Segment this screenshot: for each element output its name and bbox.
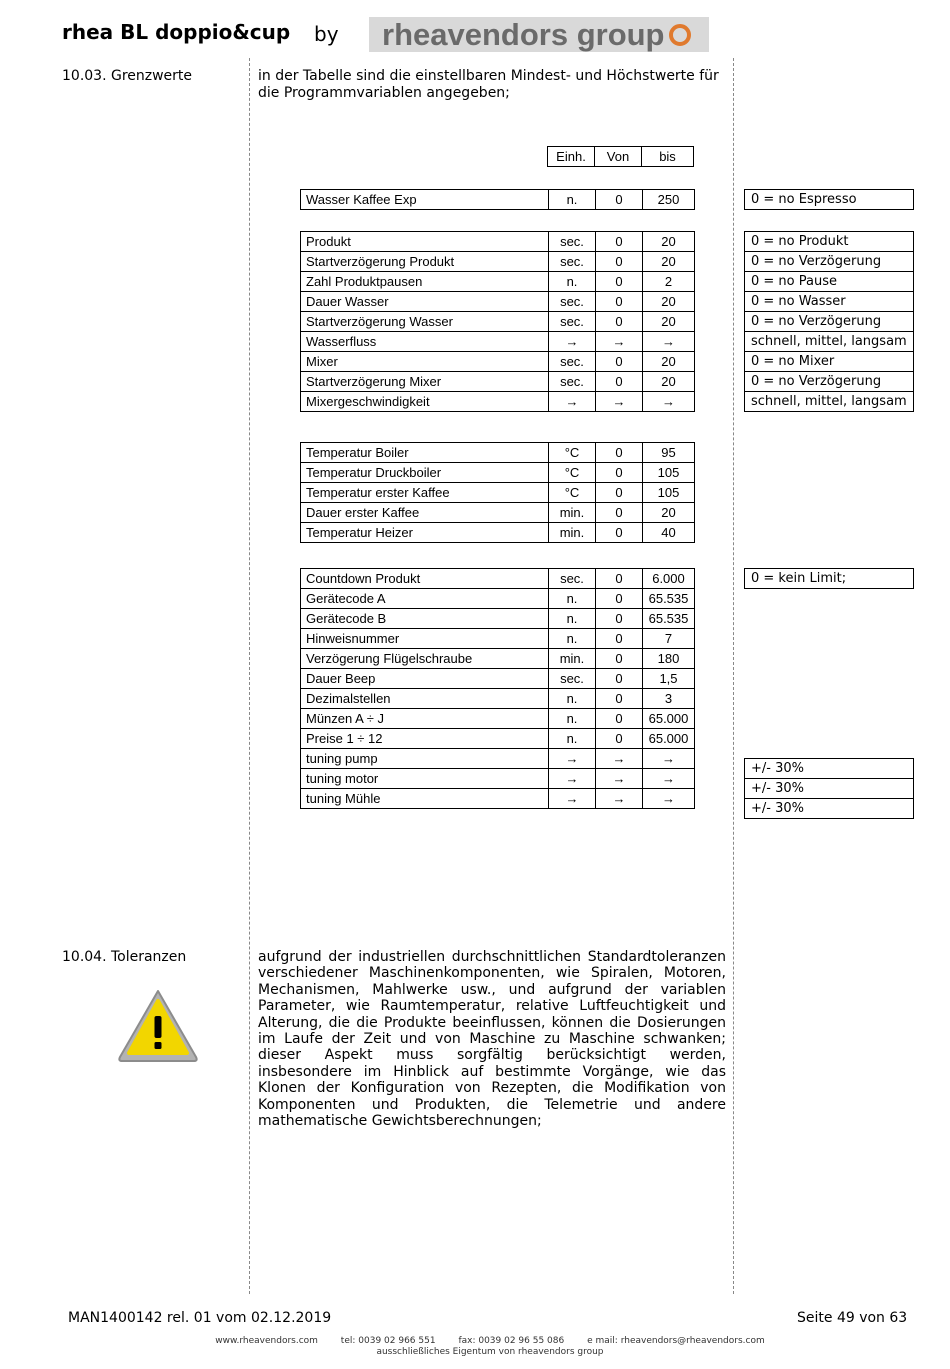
table-row <box>301 352 695 372</box>
param-note: +/- 30% <box>745 779 914 799</box>
column-header-to: bis <box>642 147 694 167</box>
param-to: 20 <box>643 372 695 392</box>
param-unit: min. <box>549 503 596 523</box>
column-header-unit: Einh. <box>548 147 595 167</box>
param-note: 0 = no Mixer <box>745 352 914 372</box>
param-name: Temperatur Boiler <box>301 443 549 463</box>
param-name: tuning pump <box>301 749 549 769</box>
param-unit: n. <box>549 629 596 649</box>
param-to: 6.000 <box>643 569 695 589</box>
param-from: 0 <box>596 669 643 689</box>
param-unit: sec. <box>549 292 596 312</box>
param-unit: n. <box>549 609 596 629</box>
arrow-right-icon: → <box>643 332 695 352</box>
property-line: ausschließliches Eigentum von rheavendors group <box>376 1347 604 1357</box>
param-from: 0 <box>596 709 643 729</box>
arrow-right-icon: → <box>549 332 596 352</box>
warning-triangle-icon <box>116 987 200 1065</box>
param-name: Wasser Kaffee Exp <box>301 190 549 210</box>
param-from: 0 <box>596 483 643 503</box>
header-by: by <box>314 22 339 46</box>
param-name: Mixergeschwindigkeit <box>301 392 549 412</box>
param-unit: sec. <box>549 569 596 589</box>
arrow-right-icon: → <box>643 749 695 769</box>
param-from: 0 <box>596 463 643 483</box>
param-note: 0 = no Verzögerung <box>745 252 914 272</box>
param-from: 0 <box>596 589 643 609</box>
table-row <box>301 629 695 649</box>
limits-table-group-2 <box>300 231 695 412</box>
param-unit: sec. <box>549 252 596 272</box>
param-to: 105 <box>643 483 695 503</box>
table-row <box>301 789 695 809</box>
arrow-right-icon: → <box>596 392 643 412</box>
param-unit: n. <box>549 729 596 749</box>
param-name: Dauer erster Kaffee <box>301 503 549 523</box>
table-row <box>301 709 695 729</box>
column-divider-left <box>249 58 250 1294</box>
param-note: schnell, mittel, langsam <box>745 392 914 412</box>
param-note: schnell, mittel, langsam <box>745 332 914 352</box>
param-to: 2 <box>643 272 695 292</box>
param-from: 0 <box>596 292 643 312</box>
param-unit: n. <box>549 709 596 729</box>
param-to: 250 <box>643 190 695 210</box>
param-from: 0 <box>596 312 643 332</box>
param-name: Gerätecode B <box>301 609 549 629</box>
param-unit: °C <box>549 483 596 503</box>
notes-table-countdown <box>744 568 914 589</box>
param-name: Startverzögerung Mixer <box>301 372 549 392</box>
param-to: 20 <box>643 292 695 312</box>
param-unit: sec. <box>549 372 596 392</box>
param-note: 0 = no Wasser <box>745 292 914 312</box>
table-row <box>301 729 695 749</box>
param-note: 0 = no Verzögerung <box>745 372 914 392</box>
param-from: 0 <box>596 272 643 292</box>
param-to: 3 <box>643 689 695 709</box>
param-unit: sec. <box>549 312 596 332</box>
param-unit: min. <box>549 523 596 543</box>
table-row <box>301 649 695 669</box>
param-unit: sec. <box>549 352 596 372</box>
param-name: Hinweisnummer <box>301 629 549 649</box>
param-unit: n. <box>549 689 596 709</box>
column-header-table <box>547 146 694 167</box>
param-to: 20 <box>643 252 695 272</box>
arrow-right-icon: → <box>549 392 596 412</box>
contact-line: www.rheavendors.com tel: 0039 02 966 551 fax: 0039 02 96 55 086 e mail: rheavendors@rheavendors.com <box>215 1336 765 1346</box>
param-from: 0 <box>596 352 643 372</box>
param-unit: n. <box>549 190 596 210</box>
param-to: 65.000 <box>643 709 695 729</box>
document-title: rhea BL doppio&cup <box>62 20 291 44</box>
table-row <box>301 392 695 412</box>
arrow-right-icon: → <box>596 789 643 809</box>
column-divider-right <box>733 58 734 1294</box>
param-to: 105 <box>643 463 695 483</box>
param-from: 0 <box>596 503 643 523</box>
table-row <box>301 443 695 463</box>
param-name: Dezimalstellen <box>301 689 549 709</box>
table-row <box>301 312 695 332</box>
param-from: 0 <box>596 443 643 463</box>
table-row <box>301 669 695 689</box>
notes-table-tuning <box>744 758 914 819</box>
param-to: 95 <box>643 443 695 463</box>
param-note: 0 = no Produkt <box>745 232 914 252</box>
table-row <box>301 372 695 392</box>
table-row <box>301 232 695 252</box>
notes-table-group-2 <box>744 231 914 412</box>
param-name: Startverzögerung Wasser <box>301 312 549 332</box>
table-row <box>301 569 695 589</box>
param-from: 0 <box>596 629 643 649</box>
logo-ring-icon <box>669 24 691 46</box>
param-from: 0 <box>596 523 643 543</box>
arrow-right-icon: → <box>596 749 643 769</box>
table-row <box>301 272 695 292</box>
param-name: Countdown Produkt <box>301 569 549 589</box>
table-row <box>301 483 695 503</box>
table-row <box>301 689 695 709</box>
param-to: 20 <box>643 352 695 372</box>
param-name: Produkt <box>301 232 549 252</box>
param-to: 1,5 <box>643 669 695 689</box>
param-to: 7 <box>643 629 695 649</box>
notes-table-group-1 <box>744 189 914 210</box>
table-row <box>301 589 695 609</box>
arrow-right-icon: → <box>549 789 596 809</box>
param-note: +/- 30% <box>745 759 914 779</box>
param-name: Dauer Beep <box>301 669 549 689</box>
document-reference: MAN1400142 rel. 01 vom 02.12.2019 <box>68 1310 332 1326</box>
arrow-right-icon: → <box>549 769 596 789</box>
table-row <box>301 769 695 789</box>
table-row <box>301 523 695 543</box>
company-logo: rheavendors group <box>382 17 665 52</box>
param-from: 0 <box>596 190 643 210</box>
param-note: 0 = kein Limit; <box>745 569 914 589</box>
param-name: Preise 1 ÷ 12 <box>301 729 549 749</box>
arrow-right-icon: → <box>643 769 695 789</box>
table-row <box>301 503 695 523</box>
param-name: Temperatur Heizer <box>301 523 549 543</box>
param-to: 20 <box>643 312 695 332</box>
param-unit: n. <box>549 272 596 292</box>
param-name: Münzen A ÷ J <box>301 709 549 729</box>
param-unit: min. <box>549 649 596 669</box>
param-note: 0 = no Espresso <box>745 190 914 210</box>
arrow-right-icon: → <box>596 769 643 789</box>
table-row <box>301 609 695 629</box>
param-to: 40 <box>643 523 695 543</box>
section-label-grenzwerte: 10.03. Grenzwerte <box>62 68 193 84</box>
page-number: Seite 49 von 63 <box>797 1310 908 1326</box>
section-label-toleranzen: 10.04. Toleranzen <box>62 949 187 965</box>
arrow-right-icon: → <box>596 332 643 352</box>
tolerances-paragraph: aufgrund der industriellen durchschnittlichen Standardtoleranzen verschiedener Maschinenkomponenten, wie Spiralen, Motoren, Mechanismen, Mahlwerke usw., und aufgrund der variablen Parameter, wie Raumtemperatur, relative Luftfeuchtigkeit und Alterung, die die Produkte beeinflussen, können die Dosierungen im Laufe der Zeit und von Maschine zu Maschine schwanken; dieser Aspekt muss sorgfältig berücksichtigt werden, insbesondere im Hinblick auf bestimmte Vorgänge, wie das Klonen der Konfiguration von Rezepten, die Modifikation von Komponenten und Produkten, die Telemetrie und andere mathematische Gewichtsberechnungen; <box>258 949 726 1130</box>
limits-table-group-1 <box>300 189 695 210</box>
param-name: Wasserfluss <box>301 332 549 352</box>
param-unit: sec. <box>549 669 596 689</box>
param-from: 0 <box>596 649 643 669</box>
table-row <box>301 749 695 769</box>
param-note: 0 = no Pause <box>745 272 914 292</box>
param-name: Mixer <box>301 352 549 372</box>
arrow-right-icon: → <box>549 749 596 769</box>
arrow-right-icon: → <box>643 789 695 809</box>
param-name: Temperatur erster Kaffee <box>301 483 549 503</box>
table-row <box>301 463 695 483</box>
limits-table-group-4 <box>300 568 695 809</box>
param-name: tuning motor <box>301 769 549 789</box>
limits-table-group-3 <box>300 442 695 543</box>
param-name: Temperatur Druckboiler <box>301 463 549 483</box>
param-from: 0 <box>596 729 643 749</box>
param-to: 20 <box>643 503 695 523</box>
table-row <box>301 252 695 272</box>
param-name: Gerätecode A <box>301 589 549 609</box>
param-from: 0 <box>596 569 643 589</box>
param-from: 0 <box>596 689 643 709</box>
param-to: 65.535 <box>643 589 695 609</box>
param-note: 0 = no Verzögerung <box>745 312 914 332</box>
param-name: Zahl Produktpausen <box>301 272 549 292</box>
table-row <box>301 332 695 352</box>
param-unit: °C <box>549 463 596 483</box>
param-unit: °C <box>549 443 596 463</box>
param-note: +/- 30% <box>745 799 914 819</box>
param-from: 0 <box>596 372 643 392</box>
param-from: 0 <box>596 232 643 252</box>
param-to: 180 <box>643 649 695 669</box>
param-name: Startverzögerung Produkt <box>301 252 549 272</box>
param-from: 0 <box>596 252 643 272</box>
arrow-right-icon: → <box>643 392 695 412</box>
param-to: 20 <box>643 232 695 252</box>
param-name: Verzögerung Flügelschraube <box>301 649 549 669</box>
param-unit: n. <box>549 589 596 609</box>
table-row <box>301 292 695 312</box>
table-row <box>301 190 695 210</box>
param-to: 65.535 <box>643 609 695 629</box>
param-unit: sec. <box>549 232 596 252</box>
param-from: 0 <box>596 609 643 629</box>
section-intro: in der Tabelle sind die einstellbaren Mindest- und Höchstwerte für die Programmvariablen angegeben; <box>258 68 719 101</box>
param-name: Dauer Wasser <box>301 292 549 312</box>
param-name: tuning Mühle <box>301 789 549 809</box>
param-to: 65.000 <box>643 729 695 749</box>
column-header-from: Von <box>595 147 642 167</box>
